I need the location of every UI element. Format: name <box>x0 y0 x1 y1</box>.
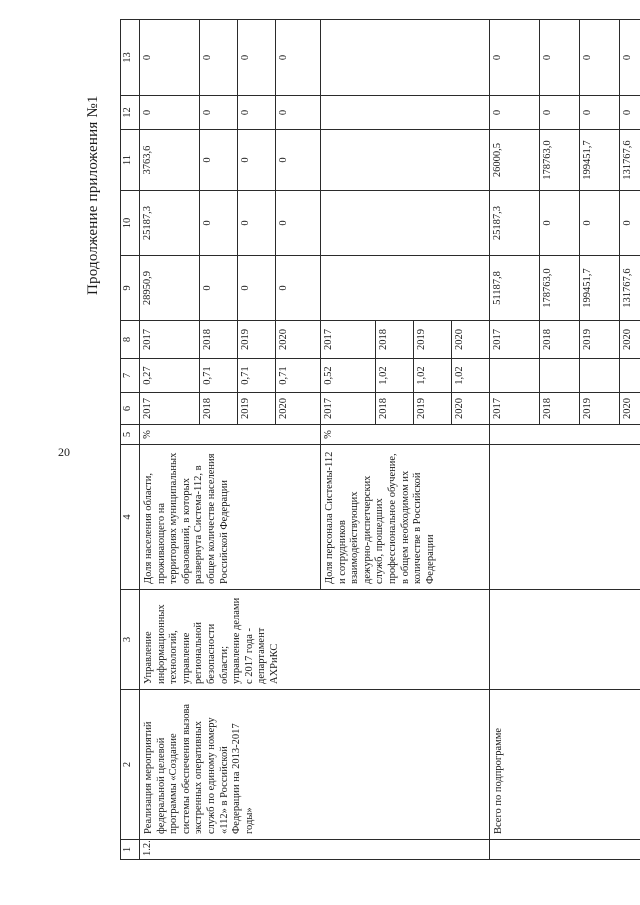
empty-cell <box>321 256 490 321</box>
amount-cell: 0 <box>238 256 276 321</box>
section-number: 1.2. <box>140 840 490 860</box>
header-cell: 4 <box>121 445 140 590</box>
year-cell: 2018 <box>200 321 238 359</box>
continuation-title: Продолжение приложения №1 <box>85 95 101 295</box>
amount-cell: 0 <box>200 256 238 321</box>
amount-cell: 0 <box>490 20 540 96</box>
header-cell: 11 <box>121 130 140 191</box>
amount-cell: 0 <box>238 130 276 191</box>
amount-cell: 0 <box>140 96 200 130</box>
empty-cell <box>490 445 640 590</box>
year-cell: 2018 <box>540 393 580 425</box>
total-label: Всего по подпрограмме <box>490 690 640 840</box>
value-cell: 1,02 <box>452 359 490 393</box>
value-cell: 0,71 <box>238 359 276 393</box>
value-cell: 0,71 <box>200 359 238 393</box>
header-cell: 5 <box>121 425 140 445</box>
year-cell: 2018 <box>200 393 238 425</box>
year-cell: 2019 <box>414 393 452 425</box>
year-cell: 2019 <box>580 393 620 425</box>
section-name: Реализация мероприятий федеральной целевой программы «Создание системы обеспечения вызова экстренных оперативных служб по единому номеру «112» в Российской Федерации на 2013-2017 годы» <box>140 690 490 840</box>
section-executor: Управление информационных технологий, управление региональной безопасности области; управление делами с 2017 года - департамент АХРиКС <box>140 590 490 690</box>
page-number: 20 <box>58 445 70 459</box>
amount-cell: 0 <box>620 20 640 96</box>
header-row <box>121 20 140 860</box>
amount-cell: 131767,6 <box>620 256 640 321</box>
empty-cell <box>490 590 640 690</box>
header-cell: 1 <box>121 840 140 860</box>
header-cell: 13 <box>121 20 140 96</box>
empty-cell <box>321 191 490 256</box>
amount-cell: 0 <box>200 191 238 256</box>
amount-cell: 25187,3 <box>140 191 200 256</box>
amount-cell: 3763,6 <box>140 130 200 191</box>
header-cell: 9 <box>121 256 140 321</box>
amount-cell: 0 <box>276 96 321 130</box>
amount-cell: 0 <box>540 20 580 96</box>
header-cell: 6 <box>121 393 140 425</box>
amount-cell: 0 <box>580 191 620 256</box>
indicator-unit: % <box>140 425 321 445</box>
amount-cell: 0 <box>140 20 200 96</box>
empty-cell <box>321 20 490 96</box>
amount-cell: 131767,6 <box>620 130 640 191</box>
amount-cell: 0 <box>620 191 640 256</box>
header-cell: 8 <box>121 321 140 359</box>
year-cell: 2019 <box>238 393 276 425</box>
indicator-unit: % <box>321 425 490 445</box>
amount-cell: 0 <box>200 20 238 96</box>
amount-cell: 0 <box>620 96 640 130</box>
amount-cell: 28950,9 <box>140 256 200 321</box>
empty-cell <box>321 96 490 130</box>
amount-cell: 0 <box>540 96 580 130</box>
amount-cell: 178763,0 <box>540 130 580 191</box>
indicator-name: Доля населения области, проживающего на территориях муниципальных образований, в которых развернута Система-112, в общем количестве населения Российской Федерации <box>140 445 321 590</box>
header-cell: 2 <box>121 690 140 840</box>
amount-cell: 51187,8 <box>490 256 540 321</box>
header-cell: 12 <box>121 96 140 130</box>
amount-cell: 0 <box>276 20 321 96</box>
year-cell: 2019 <box>580 321 620 359</box>
year-cell: 2017 <box>321 393 376 425</box>
amount-cell: 0 <box>580 96 620 130</box>
amount-cell: 25187,3 <box>490 191 540 256</box>
amount-cell: 0 <box>276 256 321 321</box>
value-cell: 1,02 <box>414 359 452 393</box>
amount-cell: 0 <box>276 191 321 256</box>
table-row <box>140 20 200 860</box>
year-cell: 2020 <box>620 321 640 359</box>
empty-cell <box>490 359 540 393</box>
year-cell: 2018 <box>540 321 580 359</box>
amount-cell: 26000,5 <box>490 130 540 191</box>
year-cell: 2017 <box>490 321 540 359</box>
header-cell: 3 <box>121 590 140 690</box>
value-cell: 1,02 <box>376 359 414 393</box>
year-cell: 2017 <box>140 321 200 359</box>
empty-cell <box>540 359 580 393</box>
amount-cell: 0 <box>238 191 276 256</box>
year-cell: 2020 <box>452 393 490 425</box>
year-cell: 2020 <box>452 321 490 359</box>
header-cell: 7 <box>121 359 140 393</box>
amount-cell: 178763,0 <box>540 256 580 321</box>
amount-cell: 0 <box>238 96 276 130</box>
empty-cell <box>321 130 490 191</box>
header-cell: 10 <box>121 191 140 256</box>
total-row <box>490 20 540 860</box>
year-cell: 2017 <box>140 393 200 425</box>
value-cell: 0,52 <box>321 359 376 393</box>
year-cell: 2020 <box>620 393 640 425</box>
year-cell: 2018 <box>376 393 414 425</box>
empty-cell <box>490 425 640 445</box>
amount-cell: 199451,7 <box>580 130 620 191</box>
amount-cell: 0 <box>200 96 238 130</box>
year-cell: 2017 <box>490 393 540 425</box>
amount-cell: 0 <box>490 96 540 130</box>
amount-cell: 0 <box>540 191 580 256</box>
amount-cell: 0 <box>580 20 620 96</box>
amount-cell: 0 <box>238 20 276 96</box>
year-cell: 2020 <box>276 393 321 425</box>
amount-cell: 0 <box>200 130 238 191</box>
value-cell: 0,27 <box>140 359 200 393</box>
budget-table <box>120 19 640 860</box>
indicator-name: Доля персонала Системы-112 и сотрудников взаимодействующих дежурно-диспетчерских служб, прошедших профессиональное обучение, в общем необходимом их количестве в Российской Федерации <box>321 445 490 590</box>
year-cell: 2020 <box>276 321 321 359</box>
amount-cell: 199451,7 <box>580 256 620 321</box>
year-cell: 2019 <box>414 321 452 359</box>
year-cell: 2017 <box>321 321 376 359</box>
year-cell: 2019 <box>238 321 276 359</box>
amount-cell: 0 <box>276 130 321 191</box>
empty-cell <box>620 359 640 393</box>
empty-cell <box>580 359 620 393</box>
value-cell: 0,71 <box>276 359 321 393</box>
empty-cell <box>490 840 640 860</box>
year-cell: 2018 <box>376 321 414 359</box>
